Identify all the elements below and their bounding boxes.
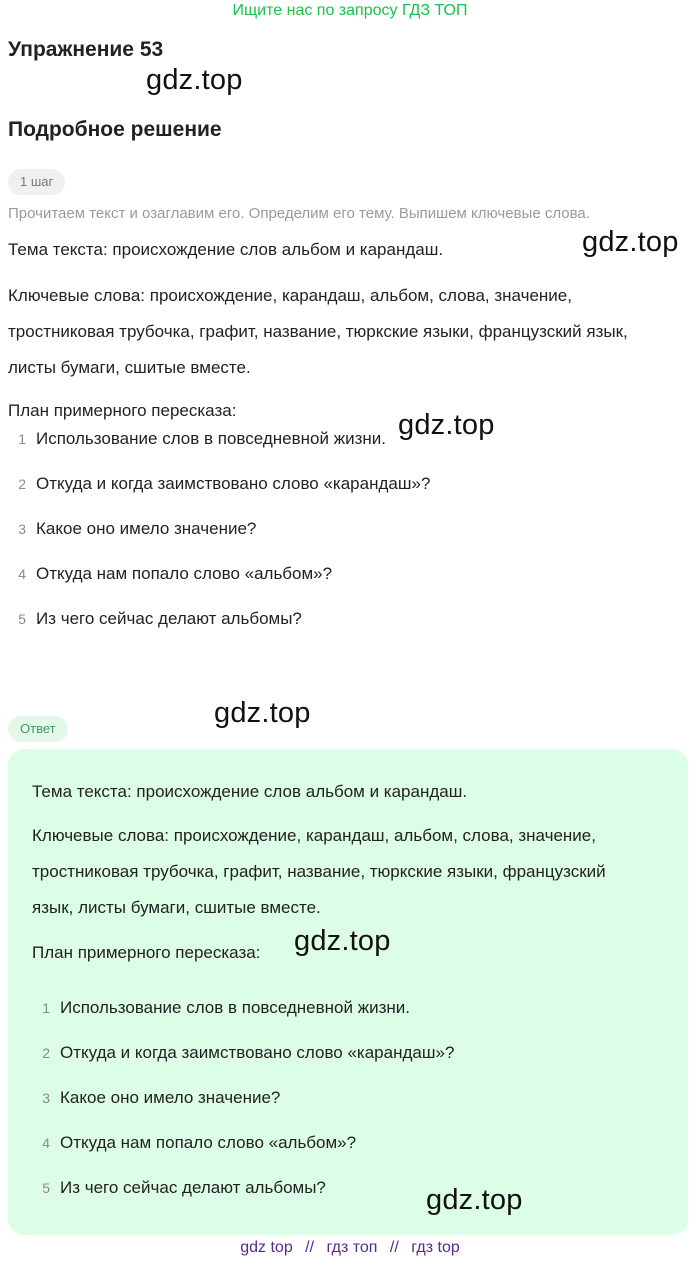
answer-plan-list [24,998,454,1223]
item-number: 2 [42,1045,50,1061]
list-item [0,564,430,609]
list-item [24,998,454,1043]
item-number: 4 [18,566,26,582]
footer-separator: // [389,1239,399,1256]
footer-link-gdz-top-ru[interactable]: гдз топ [326,1239,378,1256]
list-item [24,1043,454,1088]
keywords-line: тростниковая трубочка, графит, название, тюркские языки, французский язык, [8,322,628,341]
watermark: gdz.top [214,697,311,729]
item-number: 1 [18,431,26,447]
answer-badge: Ответ [8,716,68,742]
keywords-line: листы бумаги, сшитые вместе. [8,358,251,377]
solution-keywords [8,278,628,386]
footer-link-gdz-top-mixed[interactable]: гдз top [411,1239,460,1256]
keywords-line: Ключевые слова: происхождение, карандаш, альбом, слова, значение, [8,286,572,305]
watermark: gdz.top [294,925,391,957]
list-item [0,474,430,519]
step-badge: 1 шаг [8,169,65,195]
keywords-line: тростниковая трубочка, графит, название, тюркские языки, французский [32,862,606,881]
item-number: 1 [42,1000,50,1016]
item-text: Из чего сейчас делают альбомы? [36,609,302,628]
keywords-line: язык, листы бумаги, сшитые вместе. [32,898,321,917]
list-item [24,1133,454,1178]
watermark: gdz.top [426,1184,523,1216]
list-item [24,1088,454,1133]
list-item [0,519,430,564]
search-banner: Ищите нас по запросу ГДЗ ТОП [232,2,468,19]
solution-topic: Тема текста: происхождение слов альбом и карандаш. [8,240,444,259]
list-item [24,1178,454,1223]
item-text: Какое оно имело значение? [60,1088,281,1107]
section-title: Подробное решение [8,118,222,141]
answer-plan-title: План примерного пересказа: [32,943,261,962]
answer-topic: Тема текста: происхождение слов альбом и карандаш. [32,782,468,801]
item-text: Какое оно имело значение? [36,519,257,538]
solution-plan-title: План примерного пересказа: [8,401,237,420]
item-text: Откуда нам попало слово «альбом»? [36,564,333,583]
watermark: gdz.top [146,64,243,96]
item-text: Откуда нам попало слово «альбом»? [60,1133,357,1152]
step-hint: Прочитаем текст и озаглавим его. Определим его тему. Выпишем ключевые слова. [8,205,590,222]
footer-link-gdz-top[interactable]: gdz top [240,1239,293,1256]
item-text: Откуда и когда заимствовано слово «карандаш»? [36,474,431,493]
item-number: 2 [18,476,26,492]
exercise-title: Упражнение 53 [8,38,164,61]
watermark: gdz.top [582,226,679,258]
footer-separator: // [305,1239,315,1256]
item-number: 3 [18,521,26,537]
item-number: 5 [42,1180,50,1196]
item-text: Откуда и когда заимствовано слово «карандаш»? [60,1043,455,1062]
item-number: 3 [42,1090,50,1106]
answer-keywords [32,818,606,926]
keywords-line: Ключевые слова: происхождение, карандаш, альбом, слова, значение, [32,826,596,845]
footer-links [0,1239,700,1257]
item-text: Использование слов в повседневной жизни. [60,998,410,1017]
list-item [0,609,430,654]
item-text: Использование слов в повседневной жизни. [36,429,386,448]
solution-plan-list [0,429,430,654]
list-item [0,429,430,474]
item-number: 4 [42,1135,50,1151]
watermark: gdz.top [398,409,495,441]
item-number: 5 [18,611,26,627]
item-text: Из чего сейчас делают альбомы? [60,1178,326,1197]
